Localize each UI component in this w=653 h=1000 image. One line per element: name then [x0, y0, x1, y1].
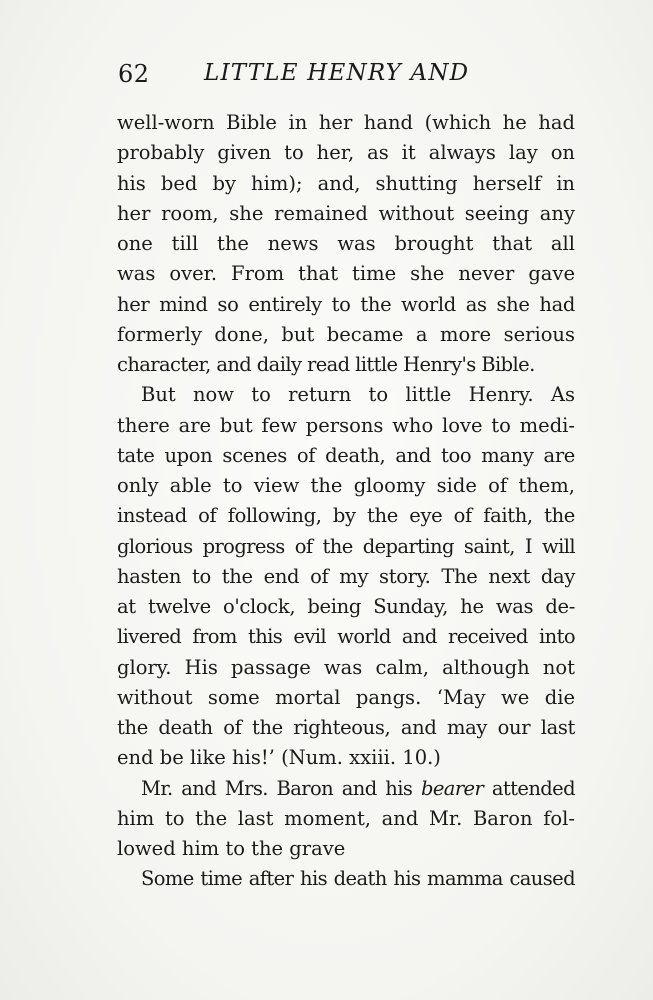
text-line: well-worn Bible in her hand (which he had [117, 111, 575, 134]
text-line: only able to view the gloomy side of them, [117, 474, 575, 497]
text-line: livered from this evil world and received into [117, 625, 575, 649]
page-number: 62 [118, 60, 150, 88]
text-line: there are but few persons who love to medi- [117, 413, 575, 437]
text-line: instead of following, by the eye of faith, the [117, 504, 575, 528]
text-line: Mr. and Mrs. Baron and his bearer attended [141, 776, 575, 800]
page-header [118, 58, 578, 94]
text-line: probably given to her, as it always lay on [117, 141, 575, 165]
text-line: hasten to the end of my story. The next day [117, 564, 575, 588]
text-line: without some mortal pangs. ‘May we die [117, 685, 575, 709]
text-line: her mind so entirely to the world as she had [117, 292, 575, 316]
running-title: LITTLE HENRY AND [204, 60, 470, 86]
text-line: end be like his!’ (Num. xxiii. 10.) [117, 746, 441, 770]
text-line: his bed by him); and, shutting herself in [117, 171, 575, 195]
text-line: was over. From that time she never gave [117, 262, 575, 286]
text-line: formerly done, but became a more serious [117, 322, 575, 346]
text-line: lowed him to the grave [117, 837, 346, 860]
text-line: glory. His passage was calm, although not [117, 655, 575, 679]
text-line: But now to return to little Henry. As [141, 383, 575, 407]
text-line: the death of the righteous, and may our last [117, 716, 575, 739]
emphasized-word: bearer [420, 776, 484, 800]
text-line: character, and daily read little Henry's Bible. [117, 353, 535, 376]
text-line: glorious progress of the departing saint, I will [117, 534, 575, 558]
body-text [117, 108, 575, 895]
text-line: her room, she remained without seeing any [117, 201, 575, 225]
text-line: him to the last moment, and Mr. Baron fol- [117, 806, 575, 830]
text-line: one till the news was brought that all [117, 232, 575, 255]
text-line: tate upon scenes of death, and too many are [117, 443, 575, 467]
text-line: at twelve o'clock, being Sunday, he was de- [117, 595, 575, 618]
text-line: Some time after his death his mamma caused [141, 867, 575, 891]
